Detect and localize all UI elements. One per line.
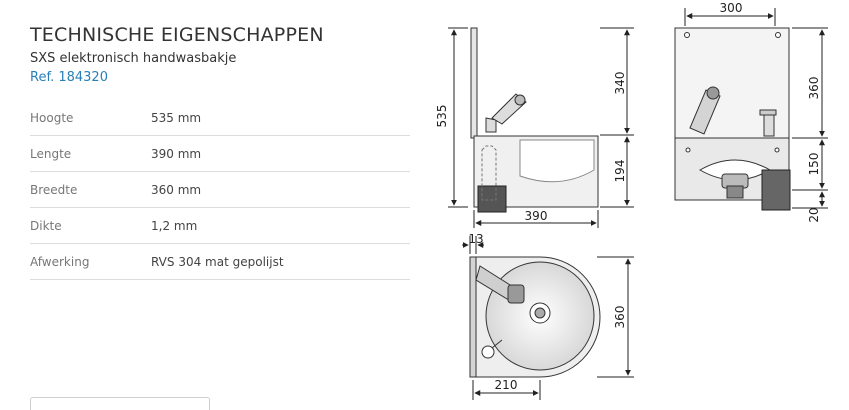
top-backplate [470,257,476,377]
side-faucet-base [486,118,496,132]
spec-label: Lengte [30,136,151,172]
top-view [470,257,600,377]
spec-value: 390 mm [151,136,410,172]
dim-front-bottom: 20 [807,207,821,223]
dim-total-height: 535 [435,104,449,128]
spec-value: 360 mm [151,172,410,208]
dim-top-offset: 13 [468,232,484,246]
spec-value: 535 mm [151,100,410,136]
spec-label: Hoogte [30,100,151,136]
product-name: SXS elektronisch handwasbakje [30,51,237,66]
front-soap [764,114,774,136]
front-foot [762,170,790,210]
dim-front-width: 300 [719,1,743,15]
front-screw-right [776,33,781,38]
spec-value: RVS 304 mat gepolijst [151,244,410,280]
front-screw-left [685,33,690,38]
top-faucet-head [508,285,524,303]
section-title: TECHNISCHE EIGENSCHAPPEN [30,24,324,46]
dim-upper-height: 340 [613,71,627,95]
dim-lower-height: 194 [613,159,627,183]
dim-length: 390 [524,209,548,223]
product-reference: Ref. 184320 [30,70,108,85]
spec-value: 1,2 mm [151,208,410,244]
spec-label: Afwerking [30,244,151,280]
spec-label: Dikte [30,208,151,244]
dim-top-width: 210 [494,378,518,392]
dim-top-depth: 360 [613,305,627,329]
dim-front-lower: 150 [807,152,821,176]
side-basin-interior [520,140,594,182]
front-view [675,28,790,210]
front-faucet-head [707,87,719,99]
side-view [471,28,598,212]
dim-front-upper: 360 [807,76,821,100]
front-trap [727,186,743,198]
spec-label: Breedte [30,172,151,208]
side-backplate [471,28,477,138]
side-faucet-tip [515,95,525,105]
